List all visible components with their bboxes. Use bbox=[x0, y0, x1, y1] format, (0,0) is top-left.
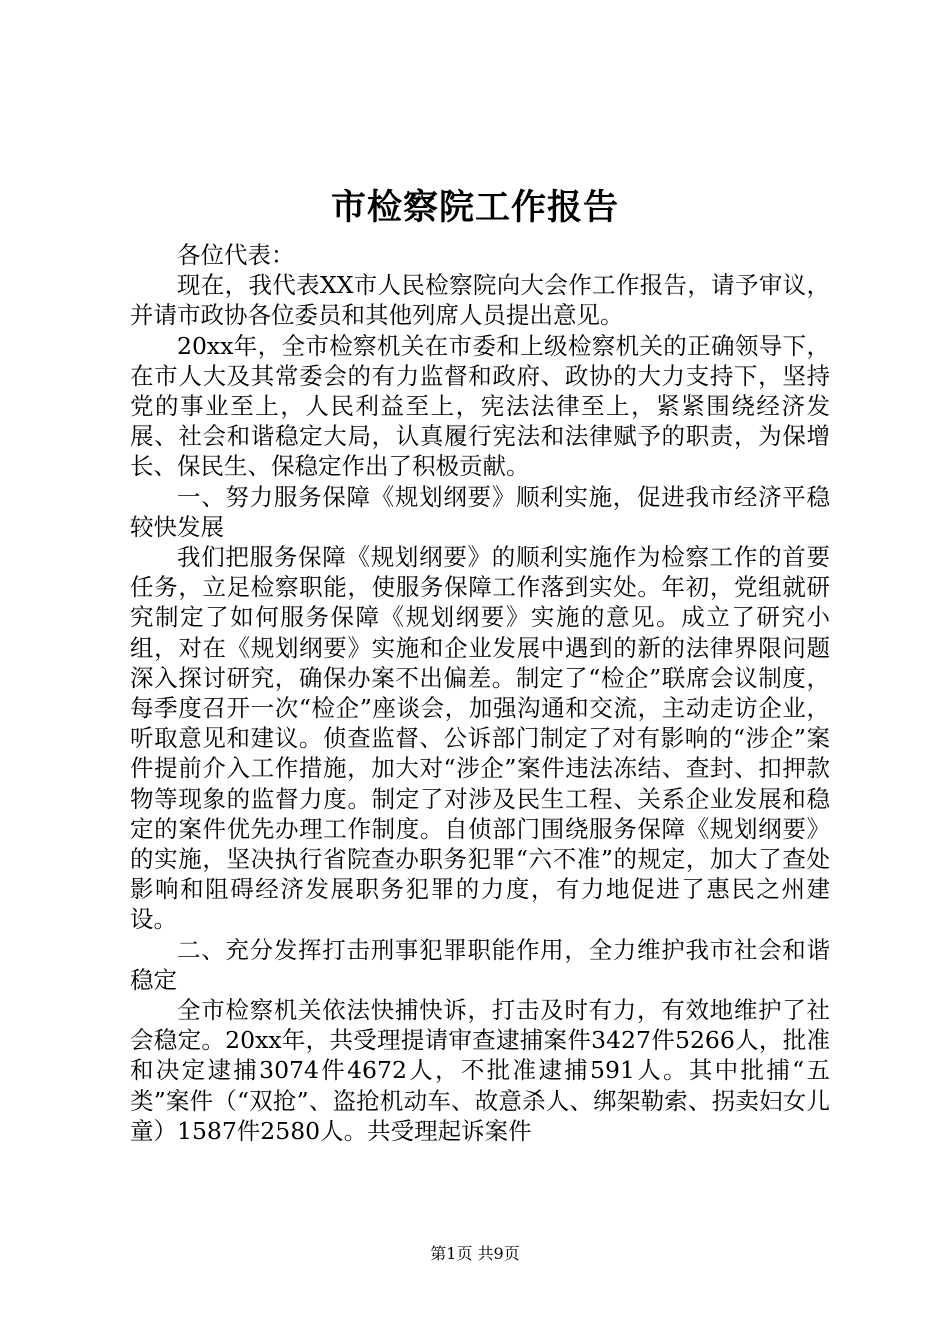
paragraph: 全市检察机关依法快捕快诉，打击及时有力，有效地维护了社会稳定。20xx年，共受理提请审查逮捕案件3427件5266人，批准和决定逮捕3074件4672人，不批准逮捕591人。其中批捕“五类”案件（“双抢”、盗抢机动车、故意杀人、绑架勒索、拐卖妇女儿童）1587件2580人。共受理起诉案件 bbox=[130, 996, 830, 1145]
section-heading: 二、充分发挥打击刑事犯罪职能作用，全力维护我市社会和谐稳定 bbox=[130, 935, 830, 994]
paragraph: 20xx年，全市检察机关在市委和上级检察机关的正确领导下，在市人大及其常委会的有力监督和政府、政协的大力支持下，坚持党的事业至上，人民利益至上，宪法法律至上，紧紧围绕经济发展、社会和谐稳定大局，认真履行宪法和法律赋予的职责，为保增长、保民生、保稳定作出了积极贡献。 bbox=[130, 331, 830, 481]
paragraph: 我们把服务保障《规划纲要》的顺利实施作为检察工作的首要任务，立足检察职能，使服务保障工作落到实处。年初，党组就研究制定了如何服务保障《规划纲要》实施的意见。成立了研究小组，对在《规划纲要》实施和企业发展中遇到的新的法律界限问题深入探讨研究，确保办案不出偏差。制定了“检企”联席会议制度，每季度召开一次“检企”座谈会，加强沟通和交流，主动走访企业，听取意见和建议。侦查监督、公诉部门制定了对有影响的“涉企”案件提前介入工作措施，加大对“涉企”案件违法冻结、查封、扣押款物等现象的监督力度。制定了对涉及民生工程、关系企业发展和稳定的案件优先办理工作制度。自侦部门围绕服务保障《规划纲要》的实施，坚决执行省院查办职务犯罪“六不准”的规定，加大了查处影响和阻碍经济发展职务犯罪的力度，有力地促进了惠民之州建设。 bbox=[130, 543, 830, 934]
salutation: 各位代表： bbox=[177, 241, 295, 269]
paragraph: 现在，我代表XX市人民检察院向大会作工作报告，请予审议，并请市政协各位委员和其他列席人员提出意见。 bbox=[130, 271, 830, 330]
document-title: 市检察院工作报告 bbox=[330, 187, 619, 228]
section-heading: 一、努力服务保障《规划纲要》顺利实施，促进我市经济平稳较快发展 bbox=[130, 482, 830, 541]
page-footer: 第1页 共9页 bbox=[430, 1244, 520, 1263]
document-body bbox=[130, 240, 830, 1146]
